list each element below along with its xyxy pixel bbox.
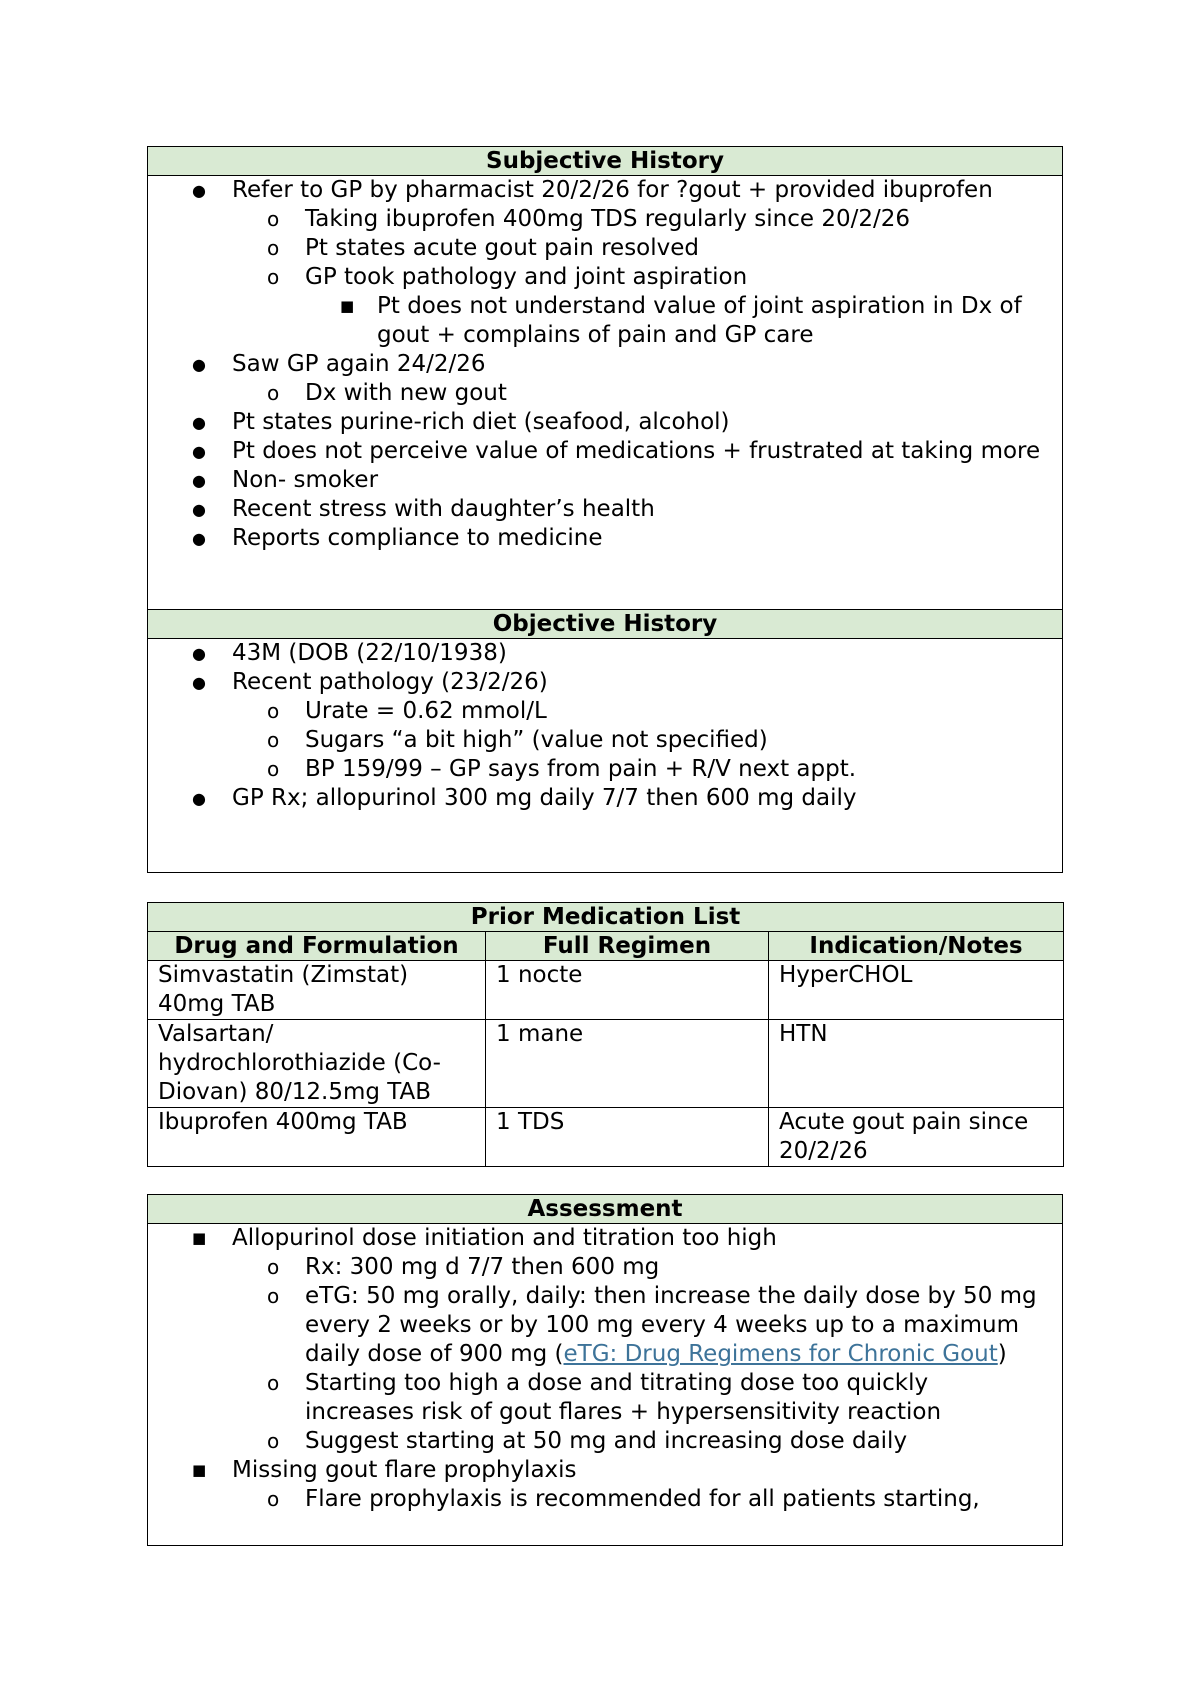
list-item: ● Reports compliance to medicine <box>192 525 603 551</box>
list-item: ● Pt states purine-rich diet (seafood, alcohol) <box>192 409 730 435</box>
objective-history-title: Objective History <box>148 610 1062 639</box>
bullet-icon: ● <box>192 673 206 692</box>
circle-bullet-icon: o <box>267 728 280 752</box>
circle-bullet-icon: o <box>267 265 280 289</box>
circle-bullet-icon: o <box>267 207 280 231</box>
medication-list-section <box>147 902 1063 1167</box>
objective-history-section <box>147 609 1063 873</box>
circle-bullet-icon: o <box>267 1429 280 1453</box>
list-item: o Starting too high a dose and titrating dose too quickly increases risk of gout flares + hypersensitivity reaction <box>267 1370 942 1425</box>
list-item: o Urate = 0.62 mmol/L <box>267 698 547 724</box>
list-item: o Pt states acute gout pain resolved <box>267 235 700 261</box>
table-row <box>148 961 1064 1020</box>
list-item: ● Recent pathology (23/2/26) <box>192 669 548 695</box>
circle-bullet-icon: o <box>267 381 280 405</box>
list-item: o Dx with new gout <box>267 380 507 406</box>
list-item: ● Saw GP again 24/2/26 <box>192 351 486 377</box>
bullet-icon: ● <box>192 789 206 808</box>
table-row <box>148 1108 1064 1167</box>
circle-bullet-icon: o <box>267 1371 280 1395</box>
list-item: ● Recent stress with daughter’s health <box>192 496 655 522</box>
square-bullet-icon: ■ <box>192 1461 207 1479</box>
list-item: ■ Missing gout flare prophylaxis <box>192 1457 577 1483</box>
list-item: ● Refer to GP by pharmacist 20/2/26 for ?gout + provided ibuprofen <box>192 177 993 203</box>
bullet-icon: ● <box>192 181 206 200</box>
list-item: ● Non- smoker <box>192 467 379 493</box>
objective-history-list <box>148 639 1062 813</box>
notes-cell: Acute gout pain since 20/2/26 <box>769 1108 1064 1167</box>
square-bullet-icon: ■ <box>340 297 355 315</box>
list-item: ■ Pt does not understand value of joint aspiration in Dx of gout + complains of pain and GP care <box>340 293 1022 348</box>
column-header: Indication/Notes <box>769 932 1064 961</box>
list-item: o eTG: 50 mg orally, daily: then increase the daily dose by 50 mg every 2 weeks or by 100 mg every 4 weeks up to a maximum daily dose of 900 mg (eTG: Drug Regimens for Chronic Gout) <box>267 1283 1037 1367</box>
list-item: ● 43M (DOB (22/10/1938) <box>192 640 507 666</box>
subjective-history-section <box>147 146 1063 611</box>
bullet-icon: ● <box>192 442 206 461</box>
drug-cell: Simvastatin (Zimstat) 40mg TAB <box>148 961 486 1020</box>
assessment-list <box>148 1224 1062 1514</box>
list-item: o Rx: 300 mg d 7/7 then 600 mg <box>267 1254 660 1280</box>
list-item: ● GP Rx; allopurinol 300 mg daily 7/7 then 600 mg daily <box>192 785 857 811</box>
bullet-icon: ● <box>192 500 206 519</box>
list-item: o Flare prophylaxis is recommended for all patients starting, <box>267 1486 980 1512</box>
list-item: o Suggest starting at 50 mg and increasing dose daily <box>267 1428 908 1454</box>
list-item: o GP took pathology and joint aspiration <box>267 264 748 290</box>
assessment-title: Assessment <box>148 1195 1062 1224</box>
list-item: o BP 159/99 – GP says from pain + R/V next appt. <box>267 756 857 782</box>
column-header: Drug and Formulation <box>148 932 486 961</box>
notes-cell: HyperCHOL <box>769 961 1064 1020</box>
regimen-cell: 1 TDS <box>486 1108 769 1167</box>
etg-drug-regimens-link[interactable]: eTG: Drug Regimens for Chronic Gout <box>563 1341 998 1367</box>
column-header: Full Regimen <box>486 932 769 961</box>
bullet-icon: ● <box>192 529 206 548</box>
subjective-history-title: Subjective History <box>148 147 1062 176</box>
square-bullet-icon: ■ <box>192 1229 207 1247</box>
circle-bullet-icon: o <box>267 757 280 781</box>
circle-bullet-icon: o <box>267 236 280 260</box>
table-row <box>148 1020 1064 1108</box>
bullet-icon: ● <box>192 471 206 490</box>
list-item: ● Pt does not perceive value of medications + frustrated at taking more <box>192 438 1041 464</box>
medication-list-title: Prior Medication List <box>148 903 1064 932</box>
list-item: ■ Allopurinol dose initiation and titration too high <box>192 1225 777 1251</box>
circle-bullet-icon: o <box>267 1284 280 1308</box>
regimen-cell: 1 mane <box>486 1020 769 1108</box>
bullet-icon: ● <box>192 413 206 432</box>
list-item: o Sugars “a bit high” (value not specified) <box>267 727 768 753</box>
bullet-icon: ● <box>192 644 206 663</box>
circle-bullet-icon: o <box>267 1487 280 1511</box>
circle-bullet-icon: o <box>267 1255 280 1279</box>
list-item: o Taking ibuprofen 400mg TDS regularly since 20/2/26 <box>267 206 910 232</box>
subjective-history-list <box>148 176 1062 553</box>
circle-bullet-icon: o <box>267 699 280 723</box>
regimen-cell: 1 nocte <box>486 961 769 1020</box>
drug-cell: Valsartan/ hydrochlorothiazide (Co-Diovan) 80/12.5mg TAB <box>148 1020 486 1108</box>
drug-cell: Ibuprofen 400mg TAB <box>148 1108 486 1167</box>
medication-table <box>147 902 1064 1167</box>
table-header-row <box>148 932 1064 961</box>
notes-cell: HTN <box>769 1020 1064 1108</box>
assessment-section <box>147 1194 1063 1546</box>
bullet-icon: ● <box>192 355 206 374</box>
